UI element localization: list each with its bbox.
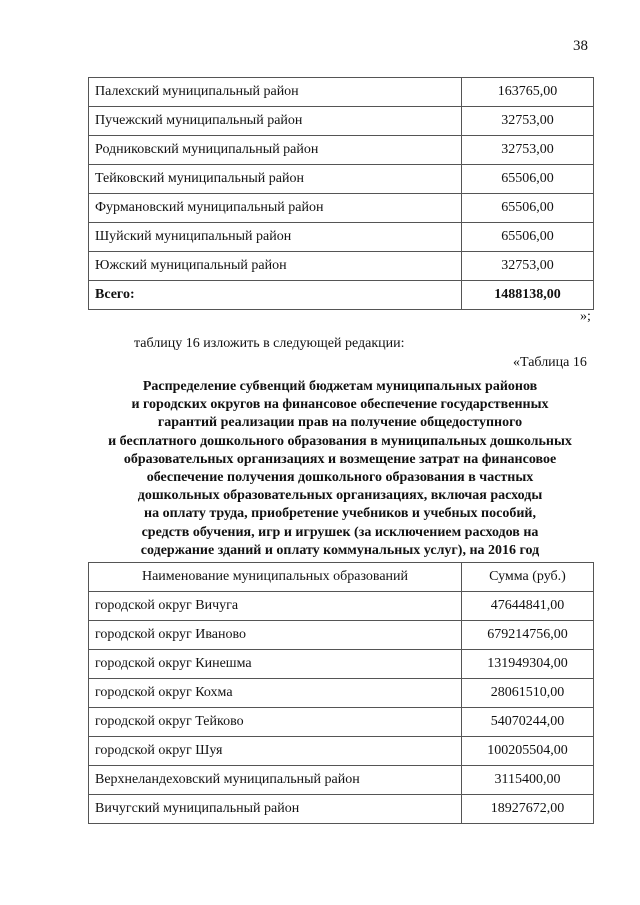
amount: 32753,00 bbox=[462, 252, 594, 281]
amount: 28061510,00 bbox=[462, 679, 594, 708]
title-line: Распределение субвенций бюджетам муниципальных районов bbox=[142, 379, 538, 394]
page-number: 38 bbox=[573, 38, 588, 54]
total-amount: 1488138,00 bbox=[462, 281, 594, 310]
district-name: Южский муниципальный район bbox=[89, 252, 462, 281]
title-line: содержание зданий и оплату коммунальных услуг), на 2016 год bbox=[140, 542, 540, 558]
table-row bbox=[89, 592, 594, 621]
title-line: и бесплатного дошкольного образования в муниципальных дошкольных bbox=[108, 433, 572, 449]
subsidy-table-continued bbox=[88, 77, 594, 310]
total-row bbox=[89, 281, 594, 310]
district-name: Пучежский муниципальный район bbox=[89, 107, 462, 136]
table-row bbox=[89, 795, 594, 824]
table-row bbox=[89, 194, 594, 223]
amount: 65506,00 bbox=[462, 223, 594, 252]
table-row bbox=[89, 766, 594, 795]
table-header-row bbox=[89, 563, 594, 592]
table-row bbox=[89, 621, 594, 650]
amount: 32753,00 bbox=[462, 136, 594, 165]
district-name: Тейковский муниципальный район bbox=[89, 165, 462, 194]
title-line: и городских округов на финансовое обеспечение государственных bbox=[131, 397, 549, 413]
municipality-name: Верхнеландеховский муниципальный район bbox=[89, 766, 462, 795]
header-sum: Сумма (руб.) bbox=[462, 563, 594, 592]
table-title bbox=[80, 378, 600, 560]
amount: 679214756,00 bbox=[462, 621, 594, 650]
table-row bbox=[89, 679, 594, 708]
title-line: дошкольных образовательных организациях, включая расходы bbox=[137, 488, 543, 504]
amount: 54070244,00 bbox=[462, 708, 594, 737]
district-name: Палехский муниципальный район bbox=[89, 78, 462, 107]
amount: 47644841,00 bbox=[462, 592, 594, 621]
title-line: обеспечение получения дошкольного образования в частных bbox=[146, 470, 534, 486]
table-row bbox=[89, 136, 594, 165]
district-name: Родниковский муниципальный район bbox=[89, 136, 462, 165]
municipality-name: городской округ Кохма bbox=[89, 679, 462, 708]
title-line: средств обучения, игр и игрушек (за исключением расходов на bbox=[141, 524, 539, 540]
title-line: на оплату труда, приобретение учебников и учебных пособий, bbox=[144, 506, 536, 522]
municipality-name: Вичугский муниципальный район bbox=[89, 795, 462, 824]
amount: 3115400,00 bbox=[462, 766, 594, 795]
municipality-name: городской округ Иваново bbox=[89, 621, 462, 650]
amount: 163765,00 bbox=[462, 78, 594, 107]
table-row bbox=[89, 107, 594, 136]
table-row bbox=[89, 650, 594, 679]
total-label: Всего: bbox=[89, 281, 462, 310]
subsidy-table-16 bbox=[88, 562, 594, 824]
table-row bbox=[89, 708, 594, 737]
table-row bbox=[89, 252, 594, 281]
amount: 32753,00 bbox=[462, 107, 594, 136]
amount: 65506,00 bbox=[462, 165, 594, 194]
table-row bbox=[89, 223, 594, 252]
table-label: «Таблица 16 bbox=[513, 355, 587, 370]
district-name: Фурмановский муниципальный район bbox=[89, 194, 462, 223]
table-row bbox=[89, 78, 594, 107]
municipality-name: городской округ Тейково bbox=[89, 708, 462, 737]
instruction-text: таблицу 16 изложить в следующей редакции: bbox=[134, 336, 405, 351]
municipality-name: городской округ Вичуга bbox=[89, 592, 462, 621]
title-line: образовательных организациях и возмещение затрат на финансовое bbox=[123, 451, 557, 467]
closing-quote: »; bbox=[580, 309, 591, 324]
header-name: Наименование муниципальных образований bbox=[89, 563, 462, 592]
title-line: гарантий реализации прав на получение общедоступного bbox=[157, 415, 523, 431]
municipality-name: городской округ Кинешма bbox=[89, 650, 462, 679]
amount: 100205504,00 bbox=[462, 737, 594, 766]
table-row bbox=[89, 737, 594, 766]
district-name: Шуйский муниципальный район bbox=[89, 223, 462, 252]
amount: 65506,00 bbox=[462, 194, 594, 223]
amount: 18927672,00 bbox=[462, 795, 594, 824]
municipality-name: городской округ Шуя bbox=[89, 737, 462, 766]
amount: 131949304,00 bbox=[462, 650, 594, 679]
table-row bbox=[89, 165, 594, 194]
